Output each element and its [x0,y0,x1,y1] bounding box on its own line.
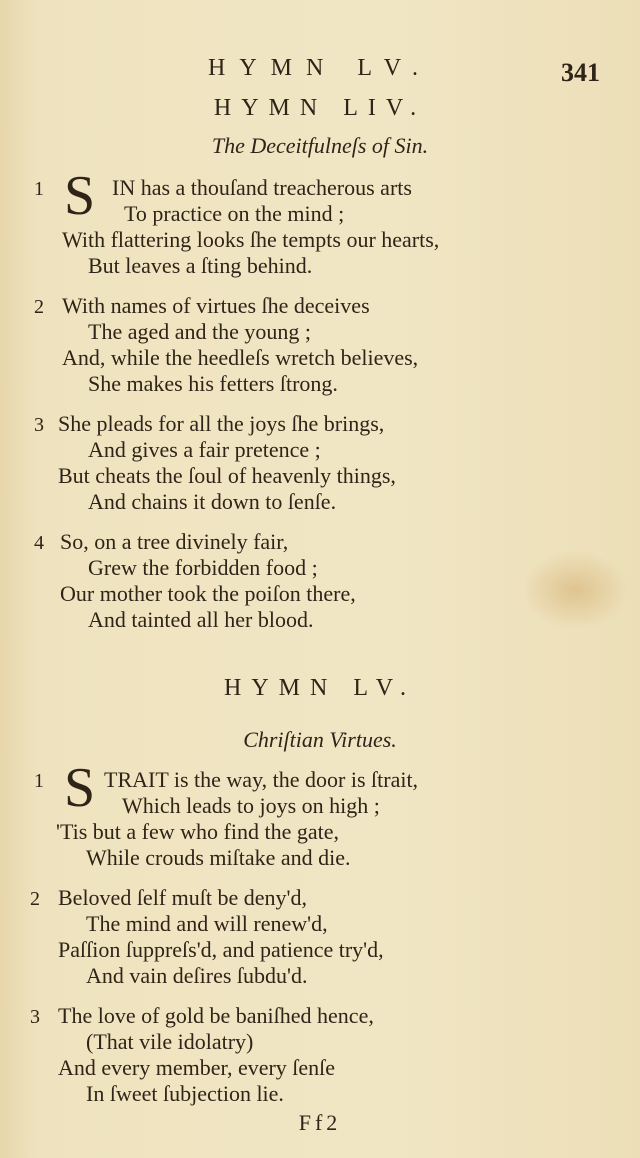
verse-line: So, on a tree divinely fair, [60,529,289,554]
verse-line: With flattering looks ſhe tempts our hearts, [62,227,440,252]
verse-line: The mind and will renew'd, [86,911,328,936]
verse-line: Grew the forbidden food ; [88,555,318,580]
stanza-number: 1 [34,770,44,792]
verse-line: She pleads for all the joys ſhe brings, [58,411,385,436]
verse-line: While crouds miſtake and die. [86,845,351,870]
verse-line: With names of virtues ſhe deceives [62,293,370,318]
stanza-number: 1 [34,178,44,200]
verse-line: IN has a thouſand treacherous arts [112,175,412,200]
verse-line: Beloved ſelf muſt be deny'd, [58,885,307,910]
paper-stain [520,550,630,630]
page-number: 341 [561,58,600,87]
hymn-subtitle: The Deceitfulneſs of Sin. [211,133,429,158]
verse-line: But cheats the ſoul of heavenly things, [58,463,396,488]
verse-line: In ſweet ſubjection lie. [86,1081,284,1106]
verse-line: She makes his fetters ſtrong. [88,371,338,396]
verse-line: The love of gold be baniſhed hence, [58,1003,374,1028]
stanza-number: 3 [34,414,44,436]
verse-line: And, while the heedleſs wretch believes, [62,345,419,370]
stanza-number: 4 [34,532,44,554]
stanza-number: 2 [34,296,44,318]
verse-line: (That vile idolatry) [86,1029,254,1054]
verse-line: And chains it down to ſenſe. [88,489,337,514]
hymn-title: HYMN LIV. [213,95,427,121]
hymn-subtitle: Chriſtian Virtues. [243,727,397,752]
verse-line: And gives a fair pretence ; [88,437,321,462]
verse-line: And vain deſires ſubdu'd. [86,963,308,988]
verse-line: Our mother took the poiſon there, [60,581,356,606]
stanza-number: 2 [30,888,40,910]
verse-line: Paſſion ſuppreſs'd, and patience try'd, [58,937,384,962]
drop-cap: S [64,757,96,819]
running-head: HYMN LV. [207,55,433,81]
verse-line: To practice on the mind ; [124,201,345,226]
verse-line: TRAIT is the way, the door is ſtrait, [104,767,419,792]
stanza-number: 3 [30,1006,40,1028]
signature-mark: Ff2 [298,1110,342,1135]
drop-cap: S [64,165,96,227]
hymn-title: HYMN LV. [223,675,417,701]
verse-line: And every member, every ſenſe [58,1055,336,1080]
verse-line: The aged and the young ; [88,319,311,344]
verse-line: 'Tis but a few who find the gate, [56,819,340,844]
verse-line: Which leads to joys on high ; [122,793,380,818]
verse-line: But leaves a ſting behind. [88,253,313,278]
verse-line: And tainted all her blood. [88,607,314,632]
